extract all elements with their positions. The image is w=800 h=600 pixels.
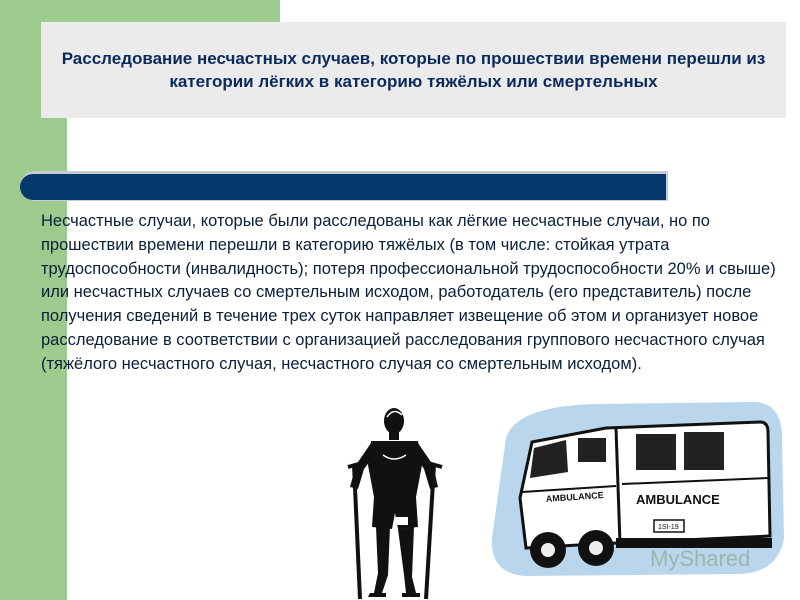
watermark-text: MyShared <box>650 546 751 571</box>
title-box <box>41 22 786 118</box>
ambulance-rear-label: AMBULANCE <box>636 492 720 507</box>
license-plate: 1SI-19 <box>658 524 679 531</box>
slide-title: Расследование несчастных случаев, которые по прошествии времени перешли из категории лёгких в категорию тяжёлых или смертельных <box>61 49 766 91</box>
slide-body-text: Несчастные случаи, которые были расследованы как лёгкие несчастные случаи, но по прошествии времени перешли в категорию тяжёлых (в том числе: стойкая утрата трудоспособности (инвалидность); потеря профессиональной трудоспособности 20% и свыше) или несчастных случаев со смертельным исходом, работодатель (его представитель) после получения сведений в течение трех суток направляет извещение об этом и организует новое расследование в соответствии с организацией расследования группового несчастного случая (тяжёлого несчастного случая, несчастного случая со смертельным исходом). <box>41 212 776 373</box>
person-on-crutches-image <box>338 405 448 600</box>
watermark-logo <box>600 540 780 580</box>
ambulance-side-label: AMBULANCE <box>545 489 604 504</box>
divider-bar <box>20 174 666 200</box>
